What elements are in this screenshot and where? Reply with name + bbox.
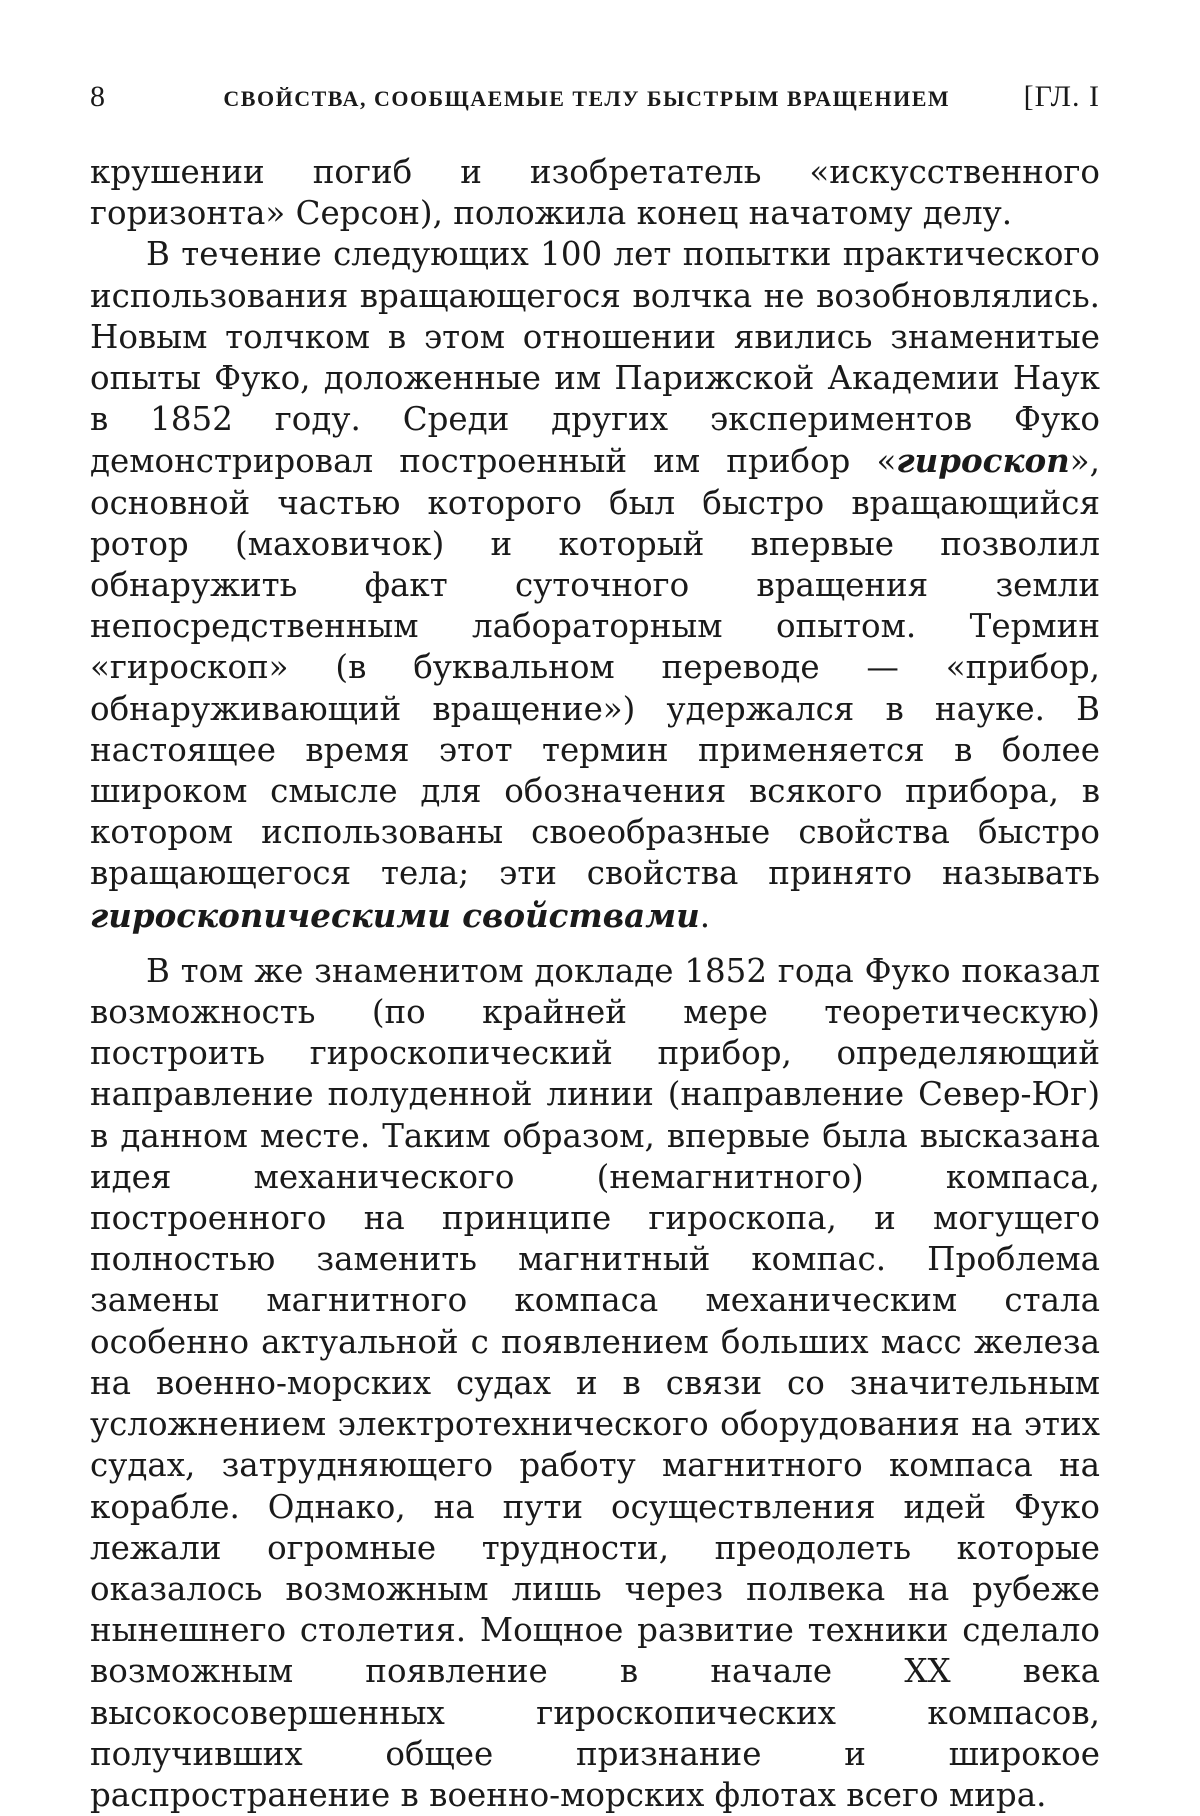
paragraph-2-text-a: В течение следующих 100 лет попытки практического использования вращающегося волчка не возобновлялись. Новым толчком в этом отношении явились знаменитые опыты Фуко, доложенные им Парижской Академии Наук в 1852 году. Среди других экспериментов Фуко демонстрировал построенный им прибор « xyxy=(90,235,1100,481)
body-text xyxy=(90,152,1100,1816)
paragraph-2-text-b: », основной частью которого был быстро вращающийся ротор (маховичок) и который впервые позволил обнаружить факт суточного вращения земли непосредственным лабораторным опытом. Термин «гироскоп» (в буквальном переводе — «прибор, обнаруживающий вращение») удержался в науке. В настоящее время этот термин применяется в более широком смысле для обозначения всякого прибора, в котором использованы своеобразные свойства быстро вращающегося тела; эти свойства принято называть xyxy=(90,442,1100,893)
paragraph-1 xyxy=(90,152,1100,234)
book-page xyxy=(90,80,1100,1816)
paragraph-3 xyxy=(90,951,1100,1816)
running-header xyxy=(90,80,1100,130)
page-number: 8 xyxy=(90,80,105,113)
running-title: СВОЙСТВА, СООБЩАЕМЫЕ ТЕЛУ БЫСТРЫМ ВРАЩЕНИЕМ xyxy=(223,86,951,111)
paragraph-2-text-c: . xyxy=(699,896,711,935)
term-gyroscopic-properties: гироскопическими свойствами xyxy=(90,895,700,935)
paragraph-gap xyxy=(90,937,1100,951)
paragraph-1-text: крушении погиб и изобретатель «искусственного горизонта» Серсон), положила конец начатому делу. xyxy=(90,153,1100,233)
chapter-reference: [ГЛ. I xyxy=(1023,80,1100,113)
paragraph-3-text: В том же знаменитом докладе 1852 года Фуко показал возможность (по крайней мере теоретическую) построить гироскопический прибор, определяющий направление полуденной линии (направление Север-Юг) в данном месте. Таким образом, впервые была высказана идея механического (немагнитного) компаса, построенного на принципе гироскопа, и могущего полностью заменить магнитный компас. Проблема замены магнитного компаса механическим стала особенно актуальной с появлением больших масс железа на военно-морских судах и в связи со значительным усложнением электротехнического оборудования на этих судах, затрудняющего работу магнитного компаса на корабле. Однако, на пути осуществления идей Фуко лежали огромные трудности, преодолеть которые оказалось возможным лишь через полвека на рубеже нынешнего столетия. Мощное развитие техники сделало возможным появление в начале XX века высокосовершенных гироскопических компасов, получивших общее признание и широкое распространение в военно-морских флотах всего мира. xyxy=(90,951,1100,1814)
paragraph-2 xyxy=(90,234,1100,936)
term-gyroscope: гироскоп xyxy=(896,441,1070,481)
